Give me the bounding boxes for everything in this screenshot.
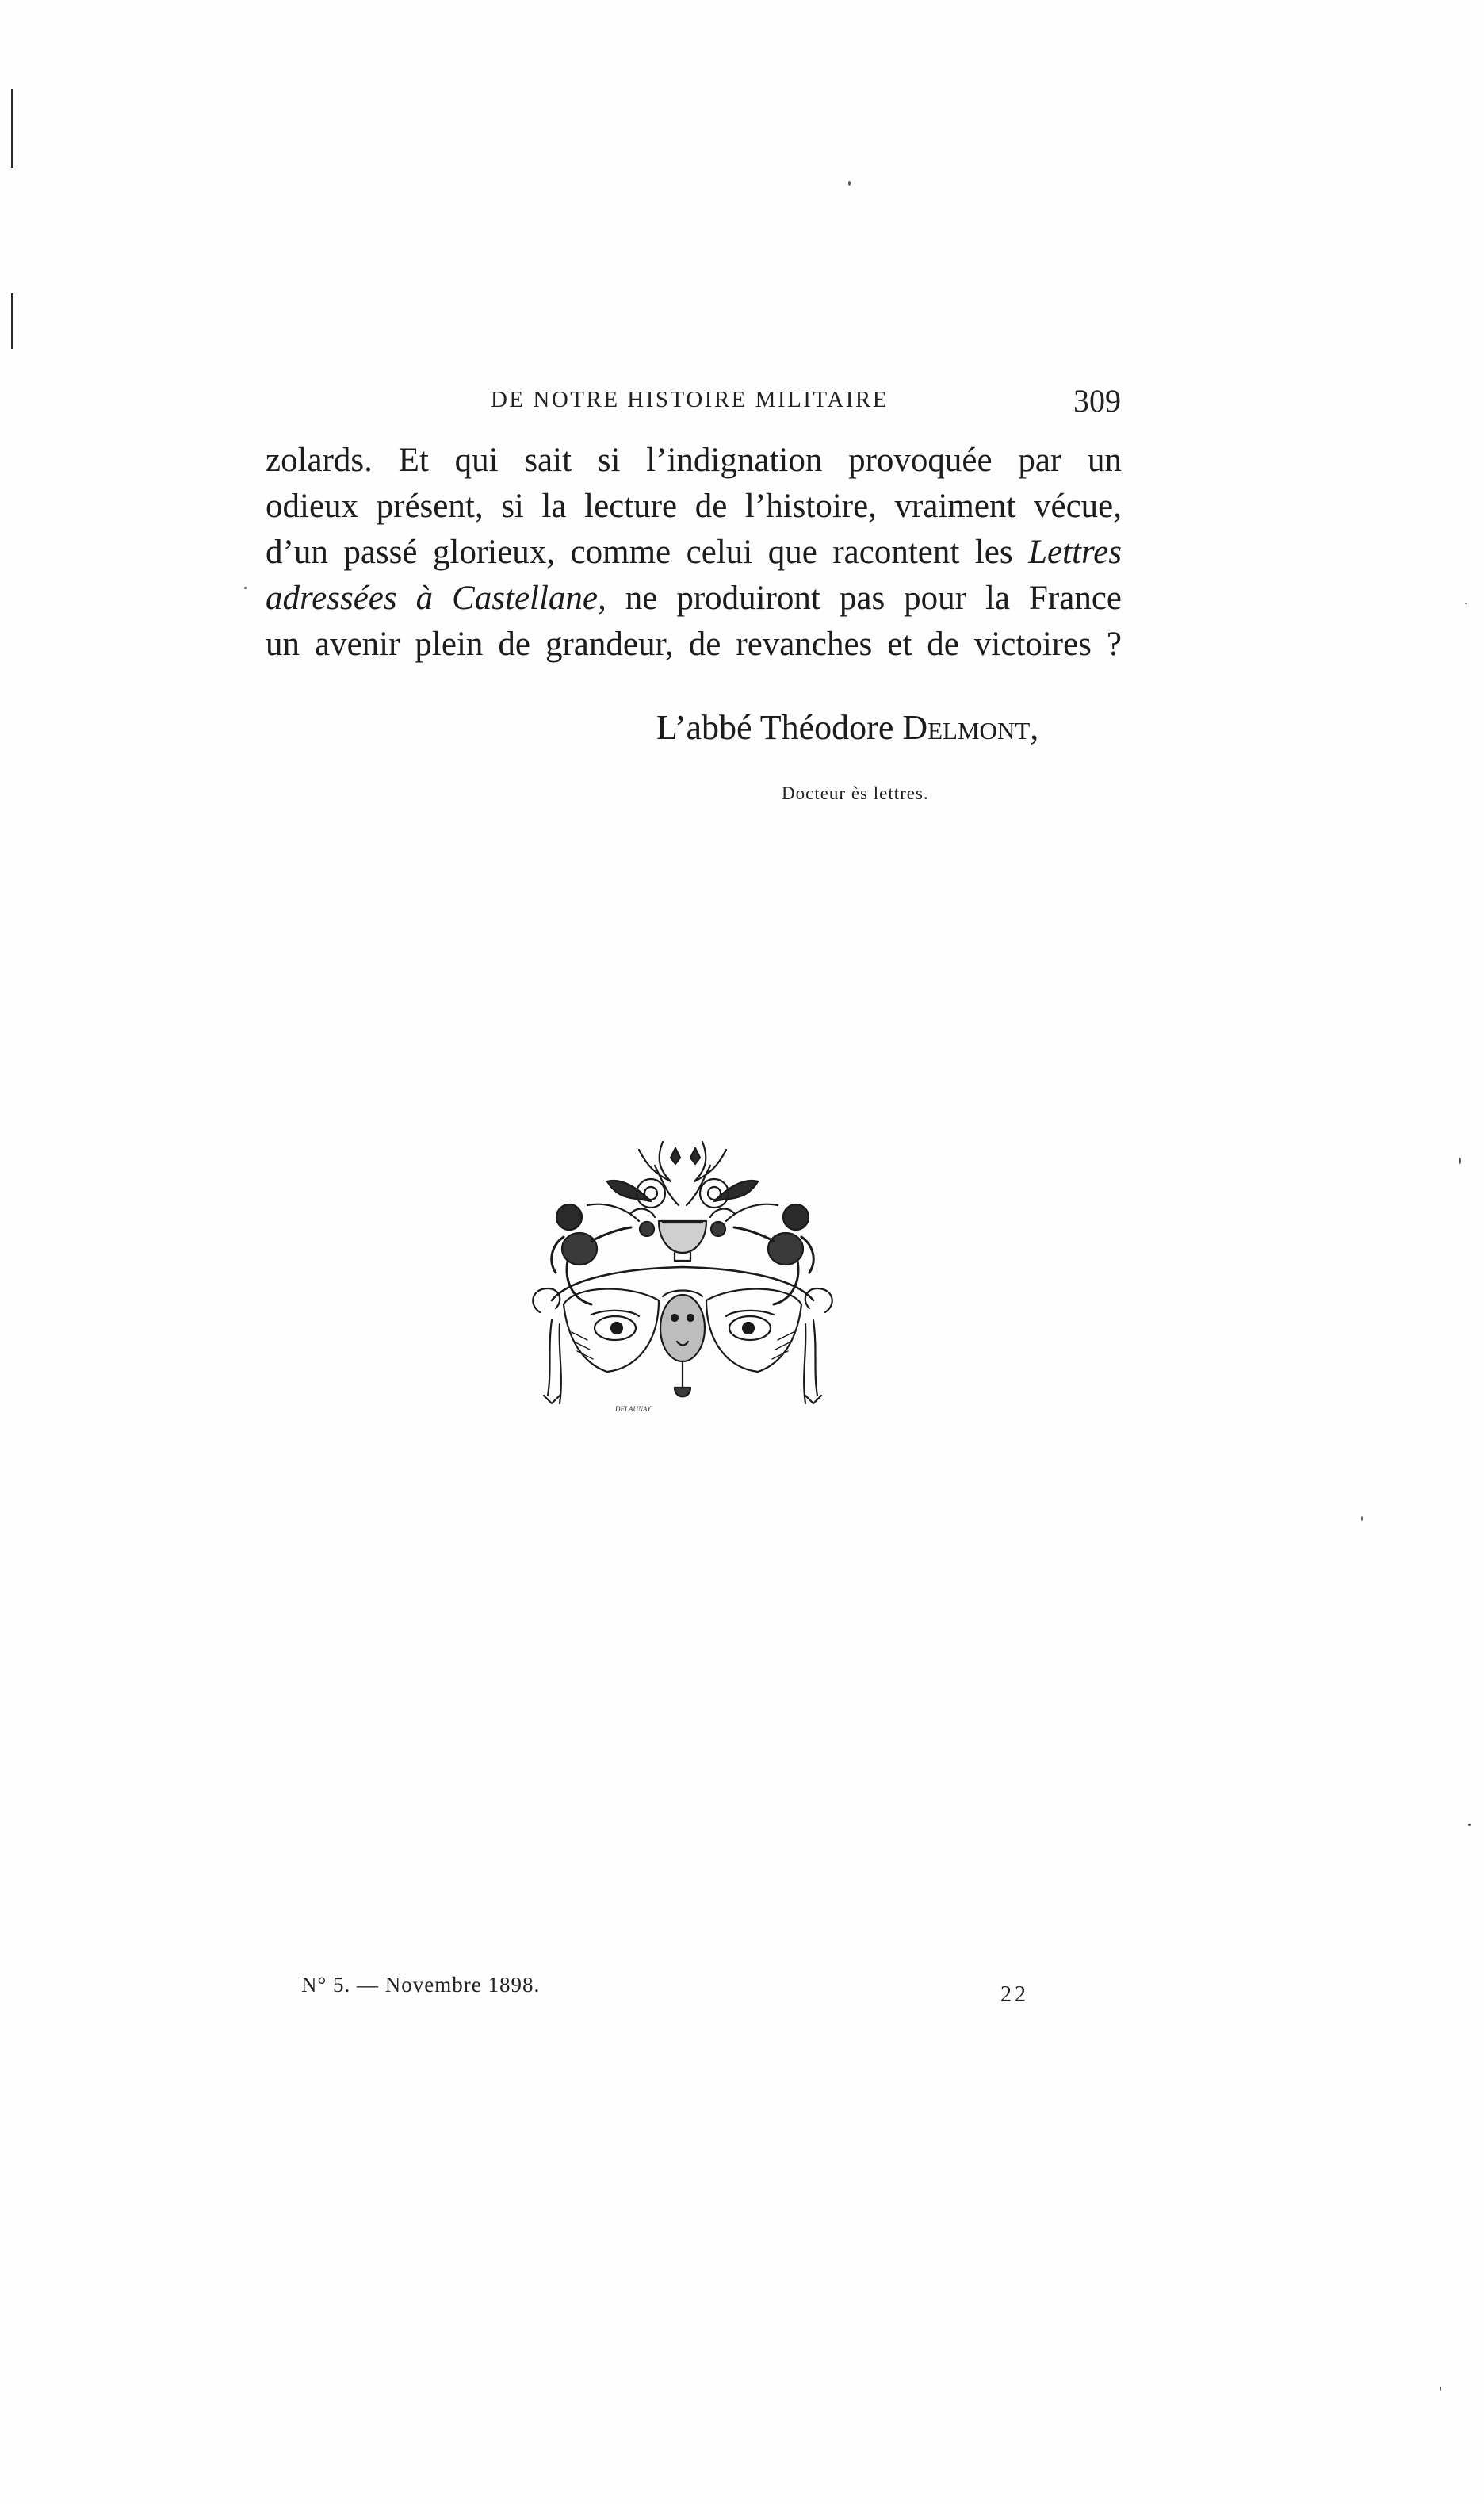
cul-de-lampe-ornament-icon [520,1134,845,1435]
signature-mark: 22 [1000,1982,1029,2007]
author-credential: Docteur ès lettres. [782,783,929,803]
signature-suffix: , [1030,708,1039,747]
issue-line: N° 5. — Novembre 1898. [301,1973,541,1997]
body-segment: zolards. Et qui sait si l’indignation provoquée par un [266,442,1122,479]
scan-speck [848,181,851,186]
scan-edge-line [11,293,13,349]
scan-speck [1459,1158,1461,1164]
engraver-mark: DELAUNAY [615,1405,652,1413]
body-paragraph [266,438,1122,668]
body-line [266,530,1122,576]
body-segment: odieux présent, si la lecture de l’histoire, vraiment vécue, [266,488,1122,525]
body-line [266,622,1122,668]
running-head [262,382,1121,422]
signature-prefix: L’abbé Théodore [656,708,903,747]
scan-speck [1440,2387,1441,2391]
body-segment: d’un passé glorieux, comme celui que racontent les [266,534,1029,571]
scan-speck [1465,603,1467,604]
body-segment: un avenir plein de grandeur, de revanches et de victoires ? [266,626,1122,663]
scan-speck [1468,1824,1471,1826]
scan-speck [1361,1516,1363,1521]
body-segment: ne produiront pas pour la France [606,580,1122,617]
body-italic-segment: Lettres [1028,534,1122,571]
running-title: DE NOTRE HISTOIRE MILITAIRE [490,387,889,412]
author-signature [656,707,1038,748]
scan-speck [244,587,247,589]
body-italic-segment: adressées à Castellane, [266,580,606,617]
body-line [266,576,1122,622]
scan-edge-line [11,89,13,168]
body-line [266,438,1122,484]
page-number: 309 [1073,383,1121,419]
signature-surname: Delmont [902,708,1031,747]
body-line [266,484,1122,530]
